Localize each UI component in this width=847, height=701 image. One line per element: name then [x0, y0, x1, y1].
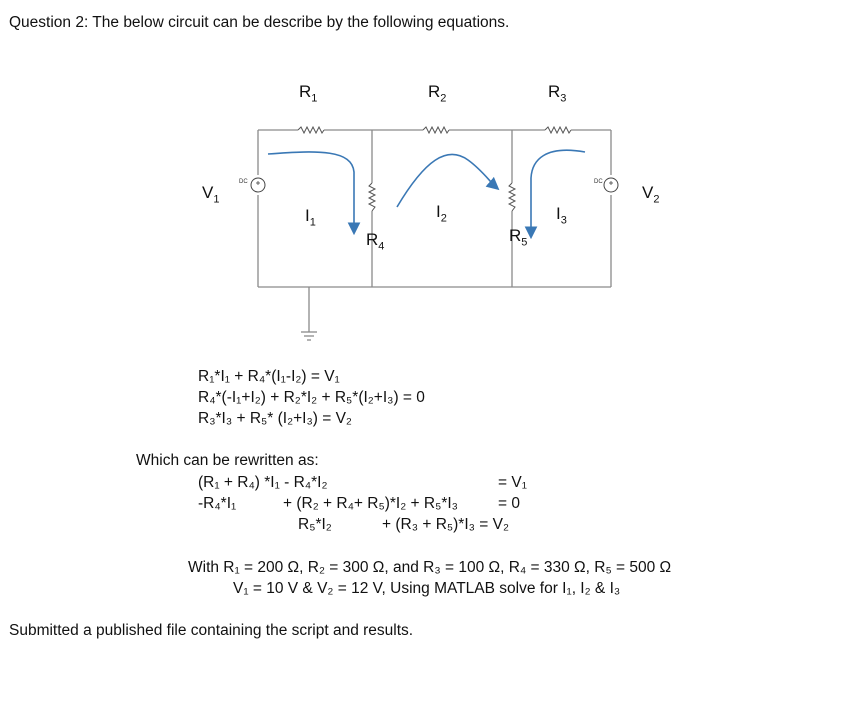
matrix-row-2-rhs: = 0 [498, 495, 520, 512]
label-r3: $R_3$ [548, 82, 567, 105]
mesh-arrow-i2 [397, 154, 497, 207]
resistor-r4 [369, 183, 375, 211]
label-i1: $I_1$ [305, 206, 316, 229]
label-r2: $R_2$ [428, 82, 447, 105]
values-line-1: With R₁ = 200 Ω, R₂ = 300 Ω, and R₃ = 100 Ω, R₄ = 330 Ω, R₅ = 500 Ω [188, 559, 672, 576]
matrix-row-3-left: R₅*I₂ [298, 516, 332, 533]
resistor-r1 [298, 127, 324, 133]
label-r5: $R_5$ [509, 226, 528, 249]
equation-3: R₃*I₃ + R₅* (I₂+I₃) = V₂ [198, 410, 352, 427]
equation-1: R₁*I₁ + R₄*(I₁-I₂) = V₁ [198, 368, 340, 385]
label-v1: $V_1$ [202, 183, 220, 206]
matrix-row-1-left: (R₁ + R₄) *I₁ - R₄*I₂ [198, 474, 328, 491]
matrix-row-2-middle: + (R₂ + R₄+ R₅)*I₂ + R₅*I₃ [283, 495, 458, 512]
dc-tag-v1: DC [239, 179, 248, 185]
label-i3: $I_3$ [556, 204, 567, 227]
label-r1: $R_1$ [299, 82, 318, 105]
resistor-r2 [423, 127, 449, 133]
question-title: Question 2: The below circuit can be describe by the following equations. [9, 14, 510, 31]
values-line-2: V₁ = 10 V & V₂ = 12 V, Using MATLAB solve for I₁, I₂ & I₃ [233, 580, 621, 597]
matrix-row-1-rhs: = V₁ [498, 474, 527, 491]
resistor-r3 [545, 127, 571, 133]
submission-note: Submitted a published file containing the script and results. [9, 622, 414, 639]
label-r4: $R_4$ [366, 230, 385, 253]
label-i2: $I_2$ [436, 202, 447, 225]
equation-2: R₄*(-I₁+I₂) + R₂*I₂ + R₅*(I₂+I₃) = 0 [198, 389, 425, 406]
label-v2: $V_2$ [642, 183, 660, 206]
rewrite-intro: Which can be rewritten as: [136, 452, 319, 469]
resistor-r5 [509, 183, 515, 211]
dc-tag-v2: DC [594, 179, 603, 185]
matrix-row-2-left: -R₄*I₁ [198, 495, 237, 512]
matrix-row-3-middle: + (R₃ + R₅)*I₃ = V₂ [382, 516, 509, 533]
